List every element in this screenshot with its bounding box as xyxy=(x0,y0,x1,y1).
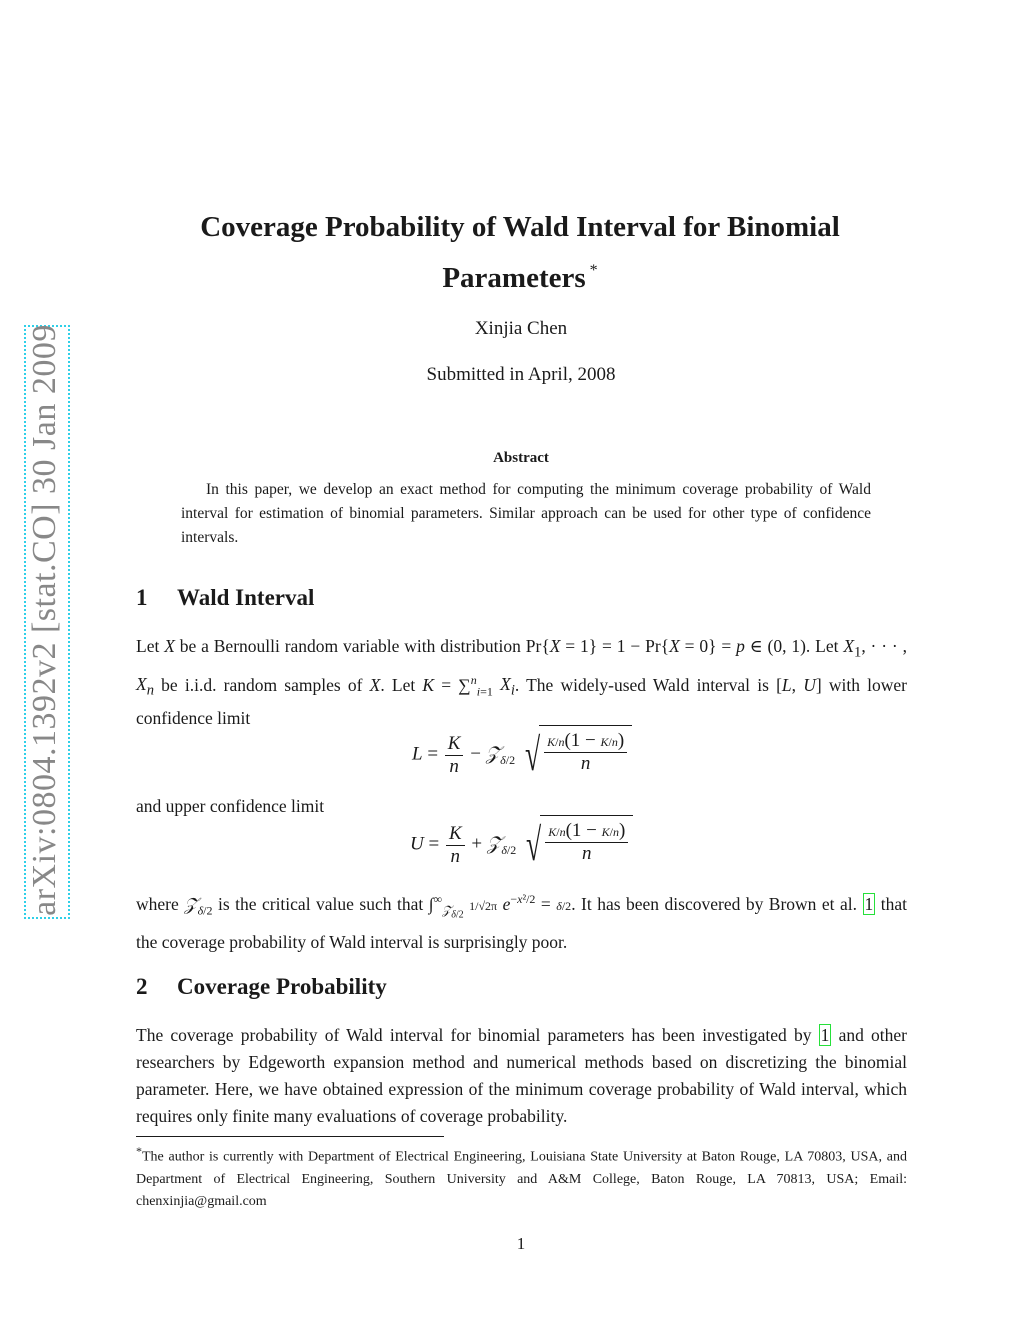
s1-after-text: . It has been discovered by Brown et al. xyxy=(571,893,863,914)
footnote-text: The author is currently with Department of Electrical Engineering, Louisiana State University at Baton Rouge, LA 70803, USA, and Department of Electrical Engineering, Southern University and A&M College, Baton Rouge, LA 70813, USA; Email: chenxinjia@gmail.com xyxy=(136,1149,907,1209)
s1-text: . Let xyxy=(380,674,423,695)
s1-after-text: that the coverage probability of Wald interval is surprisingly poor. xyxy=(136,893,907,952)
citation-link[interactable]: 1 xyxy=(820,1025,830,1045)
arxiv-sidebar xyxy=(8,325,68,917)
section-1-paragraph: Let X be a Bernoulli random variable with distribution Pr{X = 1} = 1 − Pr{X = 0} = p ∈ (0, 1). Let $X_1$, · · · , $X_n$ be i.i.d. random samples of X. Let K = ∑$^n_{i=1}$ $X_i$. The widely-used Wald interval is [L, U] with lower confidence limit xyxy=(136,636,907,728)
abstract-text: In this paper, we develop an exact method for computing the minimum coverage probability of Wald interval for estimation of binomial parameters. Similar approach can be used for other type of confidence intervals. xyxy=(181,481,871,546)
title-footnote-mark: * xyxy=(589,262,598,279)
title-line-2: Parameters xyxy=(442,262,586,294)
section-2-heading xyxy=(136,974,387,1000)
s1-text: be a Bernoulli random variable with distribution Pr{ xyxy=(174,636,550,656)
s1-text: ] with lower confidence limit xyxy=(136,674,907,728)
s1-text: . The widely-used Wald interval is [ xyxy=(514,674,782,695)
footnote-rule xyxy=(136,1136,444,1137)
abstract-body xyxy=(181,478,871,550)
s1-text: ∈ (0, 1). Let xyxy=(744,636,844,656)
section-2-title: Coverage Probability xyxy=(177,974,387,999)
footnote xyxy=(136,1140,907,1213)
s1-text: be i.i.d. random samples of xyxy=(154,674,370,695)
equation-lower-limit: L = $\frac{K}{n}$ − 𝒵$_{\delta/2}$ √ $\frac{K/n(1 - K/n)}{n}$ xyxy=(412,725,632,785)
footnote-mark: * xyxy=(136,1144,142,1158)
section-1-number: 1 xyxy=(136,585,148,610)
citation-link[interactable]: 1 xyxy=(864,893,874,914)
author-name: Xinjia Chen xyxy=(474,318,568,339)
section-2-number: 2 xyxy=(136,974,148,999)
section-1-title: Wald Interval xyxy=(177,585,315,610)
equation-upper-limit: U = $\frac{K}{n}$ + 𝒵$_{\delta/2}$ √ $\frac{K/n(1 - K/n)}{n}$ xyxy=(410,815,633,875)
page-number: 1 xyxy=(516,1234,526,1253)
s2-text: and other researchers by Edgeworth expansion method and numerical methods based on discretizing the binomial parameter. Here, we have obtained expression of the minimum coverage probability of Wald interval, which requires only finite many evaluations of coverage probability. xyxy=(136,1025,907,1126)
s2-text: The coverage probability of Wald interval for binomial parameters has been investigated by xyxy=(136,1025,819,1045)
section-1-heading xyxy=(136,585,314,611)
upper-limit-intro: and upper confidence limit xyxy=(136,796,325,816)
s1-text: = 0} = xyxy=(679,636,737,656)
submission-date: Submitted in April, 2008 xyxy=(426,364,616,385)
section-2-paragraph xyxy=(136,1022,907,1130)
s1-text: = 1} = 1 − Pr{ xyxy=(560,636,670,656)
s1-text: Let xyxy=(136,636,165,656)
abstract-heading: Abstract xyxy=(493,450,549,466)
paper-title xyxy=(130,205,910,300)
s1-after-text: where xyxy=(136,893,185,914)
critical-value-paragraph: where 𝒵$_{\delta/2}$ is the critical value such that $\int^\infty_{𝒵_{\delta/2}}$ 1/√2π $e^{-x^2/2} = \delta/2$. It has been discovered by Brown et al. 1 that the coverage probability of Wald interval is surprisingly poor. xyxy=(136,892,907,952)
s1-after-text: is the critical value such that xyxy=(212,893,429,914)
arxiv-identifier: arXiv:0804.1392v2 [stat.CO] 30 Jan 2009 xyxy=(26,324,63,916)
title-line-1: Coverage Probability of Wald Interval for Binomial xyxy=(200,211,840,243)
